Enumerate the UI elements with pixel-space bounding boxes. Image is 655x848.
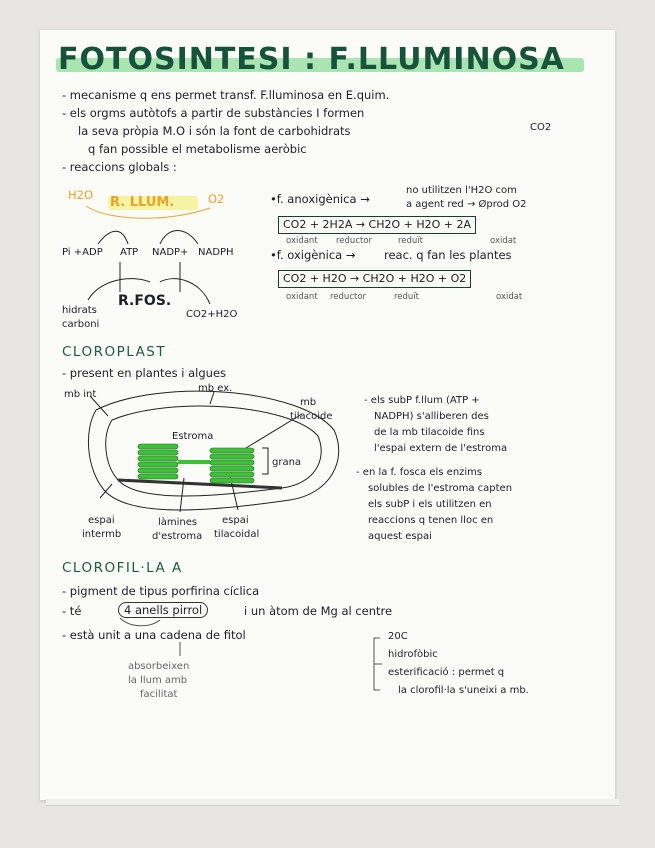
cycle-nadp: NADP+ (152, 247, 189, 258)
oxi-sub-oxidat: oxidat (496, 292, 523, 302)
cycle-co2h2o: CO2+H2O (186, 309, 238, 320)
clorofila-heading: CLOROFIL·LA A (62, 560, 183, 576)
intro-co2: CO2 (530, 122, 552, 133)
fitol-20c: 20C (388, 631, 408, 642)
clorofila-ring: 4 anells pirrol (118, 602, 208, 618)
anox-note-1: no utilitzen l'H2O com (406, 185, 517, 196)
anox-equation: CO2 + 2H2A → CH2O + H2O + 2A (278, 216, 476, 234)
clorofila-abs-1: absorbeixen (128, 661, 190, 672)
clorofila-line-2b: i un àtom de Mg al centre (244, 604, 393, 618)
notes-b-5: aquest espai (368, 531, 432, 542)
fitol-hidrofobic: hidrofòbic (388, 649, 438, 660)
oxi-label: •f. oxigènica → (270, 248, 356, 262)
cycle-atp: ATP (120, 247, 139, 258)
label-mb-ex: mb ex. (198, 383, 233, 394)
oxi-sub-reductor: reductor (330, 292, 367, 302)
oxi-sub-reduit: reduït (394, 292, 420, 302)
notes-a-2: NADPH) s'alliberen des (374, 411, 489, 422)
anox-sub-oxidat: oxidat (490, 236, 517, 246)
cycle-o2: O2 (208, 192, 225, 206)
label-estroma: Estroma (172, 431, 214, 442)
anox-label: •f. anoxigènica → (270, 192, 370, 206)
label-grana: grana (272, 457, 302, 468)
cycle-nadph: NADPH (198, 247, 234, 258)
notes-a-3: de la mb tilacoide fins (374, 427, 485, 438)
label-espai-til-2: tilacoidal (214, 529, 260, 540)
label-espai-int-1: espai (88, 515, 115, 526)
cycle-hidrats: hidrats (62, 305, 97, 316)
intro-line-1: - mecanisme q ens permet transf. F.lluminosa en E.quim. (62, 88, 390, 102)
clorofila-abs-3: facilitat (140, 689, 178, 700)
cycle-carboni: carboni (62, 319, 100, 330)
cloroplast-present: - present en plantes i algues (62, 366, 227, 380)
notes-b-2: solubles de l'estroma capten (368, 483, 513, 494)
intro-line-2: - els orgms autòtofs a partir de substàncies I formen (62, 106, 365, 120)
label-mb-int: mb int (64, 389, 97, 400)
cycle-pi-adp: Pi +ADP (62, 247, 103, 258)
label-lamines-1: làmines (158, 517, 198, 528)
notes-b-4: reaccions q tenen lloc en (368, 515, 494, 526)
notes-a-1: - els subP f.llum (ATP + (364, 395, 480, 406)
notes-b-3: els subP i els utilitzen en (368, 499, 492, 510)
label-espai-til-1: espai (222, 515, 249, 526)
anox-sub-reduit: reduït (398, 236, 424, 246)
clorofila-line-3: - està unit a una cadena de fitol (62, 628, 246, 642)
anox-note-2: a agent red → Øprod O2 (406, 199, 527, 210)
notes-b-1: - en la f. fosca els enzims (356, 467, 483, 478)
cycle-rllum: R. LLUM. (110, 195, 175, 210)
clorofila-line-2a: - té (62, 604, 82, 618)
fitol-unio: la clorofil·la s'uneixi a mb. (398, 685, 529, 696)
oxi-equation: CO2 + H2O → CH2O + H2O + O2 (278, 270, 471, 288)
intro-line-3: la seva pròpia M.O i són la font de carbohidrats (78, 124, 351, 138)
label-lamines-2: d'estroma (152, 531, 203, 542)
cloroplast-heading: CLOROPLAST (62, 344, 167, 360)
oxi-sub-oxidant: oxidant (286, 292, 318, 302)
intro-line-5: - reaccions globals : (62, 160, 177, 174)
intro-line-4: q fan possible el metabolisme aeròbic (88, 142, 307, 156)
cycle-rfos: R.FOS. (118, 293, 172, 309)
oxi-note: reac. q fan les plantes (384, 248, 512, 262)
anox-sub-oxidant: oxidant (286, 236, 318, 246)
fitol-esterificacio: esterificació : permet q (388, 667, 505, 678)
page-title: FOTOSINTESI : F.LLUMINOSA (58, 42, 565, 77)
label-espai-int-2: intermb (82, 529, 122, 540)
anox-sub-reductor: reductor (336, 236, 373, 246)
notes-a-4: l'espai extern de l'estroma (374, 443, 508, 454)
clorofila-abs-2: la llum amb (128, 675, 188, 686)
label-mb-tilacoide-2: tilacoide (290, 411, 333, 422)
clorofila-line-1: - pigment de tipus porfirina cíclica (62, 584, 260, 598)
cycle-h2o: H2O (68, 188, 94, 202)
label-mb-tilacoide-1: mb (300, 397, 317, 408)
